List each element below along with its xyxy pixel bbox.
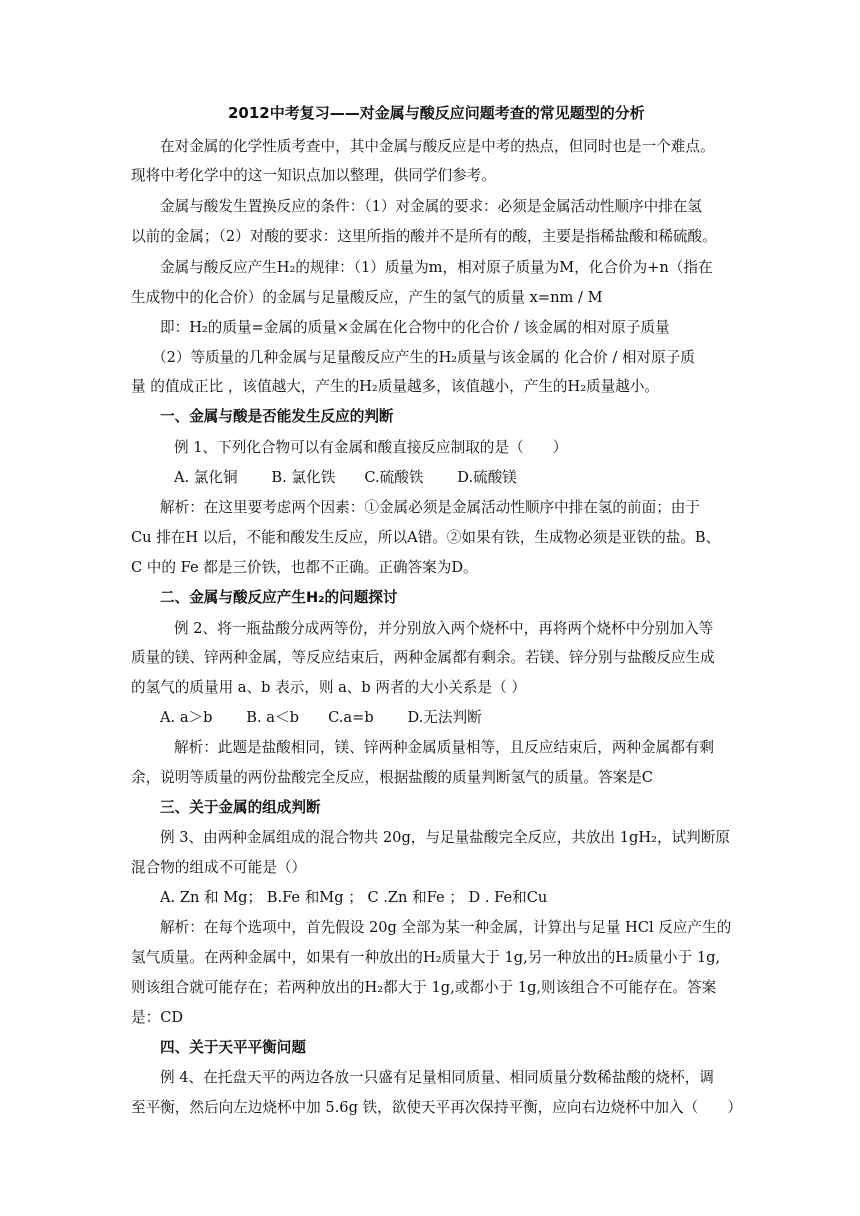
paragraph-line: 量 的值成正比 ，该值越大，产生的H₂质量越多，该值越小，产生的H₂质量越小。 (131, 378, 660, 395)
section-heading-2: 二、金属与酸反应产生H₂的问题探讨 (160, 589, 398, 606)
paragraph-line: 混合物的组成不可能是（） (131, 859, 307, 876)
answer-options: A. 氯化铜 B. 氯化铁 C.硫酸铁 D.硫酸镁 (174, 469, 517, 486)
paragraph-line: Cu 排在H 以后，不能和酸发生反应，所以A错。②如果有铁，生成物必须是亚铁的盐。B、 (131, 529, 721, 546)
answer-options: A. Zn 和 Mg； B.Fe 和Mg ； C .Zn 和Fe ； D . Fe和Cu (160, 889, 548, 906)
paragraph-line: 解析：此题是盐酸相同，镁、锌两种金属质量相等，且反应结束后，两种金属都有剩 (174, 739, 714, 756)
paragraph-line: 以前的金属；（2）对酸的要求：这里所指的酸并不是所有的酸，主要是指稀盐酸和稀硫酸。 (131, 228, 717, 245)
paragraph-line: 氢气质量。在两种金属中，如果有一种放出的H₂质量大于 1g,另一种放出的H₂质量小于 1g, (131, 949, 721, 966)
paragraph-line: 质量的镁、锌两种金属，等反应结束后，两种金属都有剩余。若镁、锌分别与盐酸反应生成 (131, 649, 715, 666)
paragraph-line: C 中的 Fe 都是三价铁，也都不正确。正确答案为D。 (131, 559, 478, 576)
paragraph-line: 金属与酸发生置换反应的条件：（1）对金属的要求：必须是金属活动性顺序中排在氢 (160, 198, 702, 215)
section-heading-4: 四、关于天平平衡问题 (160, 1039, 306, 1056)
paragraph-line: 例 2、将一瓶盐酸分成两等份，并分别放入两个烧杯中，再将两个烧杯中分别加入等 (174, 620, 714, 637)
paragraph-line: 解析：在每个选项中，首先假设 20g 全部为某一种金属，计算出与足量 HCl 反应产生的 (160, 919, 732, 936)
paragraph-line: 在对金属的化学性质考查中，其中金属与酸反应是中考的热点，但同时也是一个难点。 (160, 138, 715, 155)
paragraph-line: 例 4、在托盘天平的两边各放一只盛有足量相同质量、相同质量分数稀盐酸的烧杯，调 (160, 1069, 714, 1086)
document-title: 2012中考复习——对金属与酸反应问题考查的常见题型的分析 (228, 104, 645, 122)
paragraph-line: 是：CD (131, 1009, 184, 1026)
paragraph-line: 至平衡，然后向左边烧杯中加 5.6g 铁，欲使天平再次保持平衡，应向右边烧杯中加入（ ） (131, 1099, 742, 1116)
paragraph-line: 余，说明等质量的两份盐酸完全反应，根据盐酸的质量判断氢气的质量。答案是C (131, 769, 653, 786)
paragraph-line: （2）等质量的几种金属与足量酸反应产生的H₂质量与该金属的 化合价 / 相对原子质 (152, 349, 695, 366)
paragraph-line: 现将中考化学中的这一知识点加以整理，供同学们参考。 (131, 167, 496, 184)
answer-options: A. a＞b B. a＜b C.a=b D.无法判断 (160, 709, 482, 726)
paragraph-line: 金属与酸反应产生H₂的规律：（1）质量为m，相对原子质量为M，化合价为+n（指在 (160, 259, 713, 276)
paragraph-line: 例 3、由两种金属组成的混合物共 20g，与足量盐酸完全反应，共放出 1gH₂，试判断原 (160, 829, 730, 846)
paragraph-line: 即：H₂的质量=金属的质量×金属在化合物中的化合价 / 该金属的相对原子质量 (160, 319, 670, 336)
paragraph-line: 例 1、下列化合物可以有金属和酸直接反应制取的是（ ） (174, 439, 568, 456)
paragraph-line: 生成物中的化合价）的金属与足量酸反应，产生的氢气的质量 x=nm / M (131, 289, 603, 306)
section-heading-3: 三、关于金属的组成判断 (160, 799, 321, 816)
paragraph-line: 解析：在这里要考虑两个因素：①金属必须是金属活动性顺序中排在氢的前面；由于 (160, 499, 700, 516)
paragraph-line: 则该组合就可能存在；若两种放出的H₂都大于 1g,或都小于 1g,则该组合不可能存在。答案 (131, 979, 717, 996)
paragraph-line: 的氢气的质量用 a、b 表示，则 a、b 两者的大小关系是（ ） (131, 679, 526, 696)
section-heading-1: 一、金属与酸是否能发生反应的判断 (160, 408, 394, 425)
